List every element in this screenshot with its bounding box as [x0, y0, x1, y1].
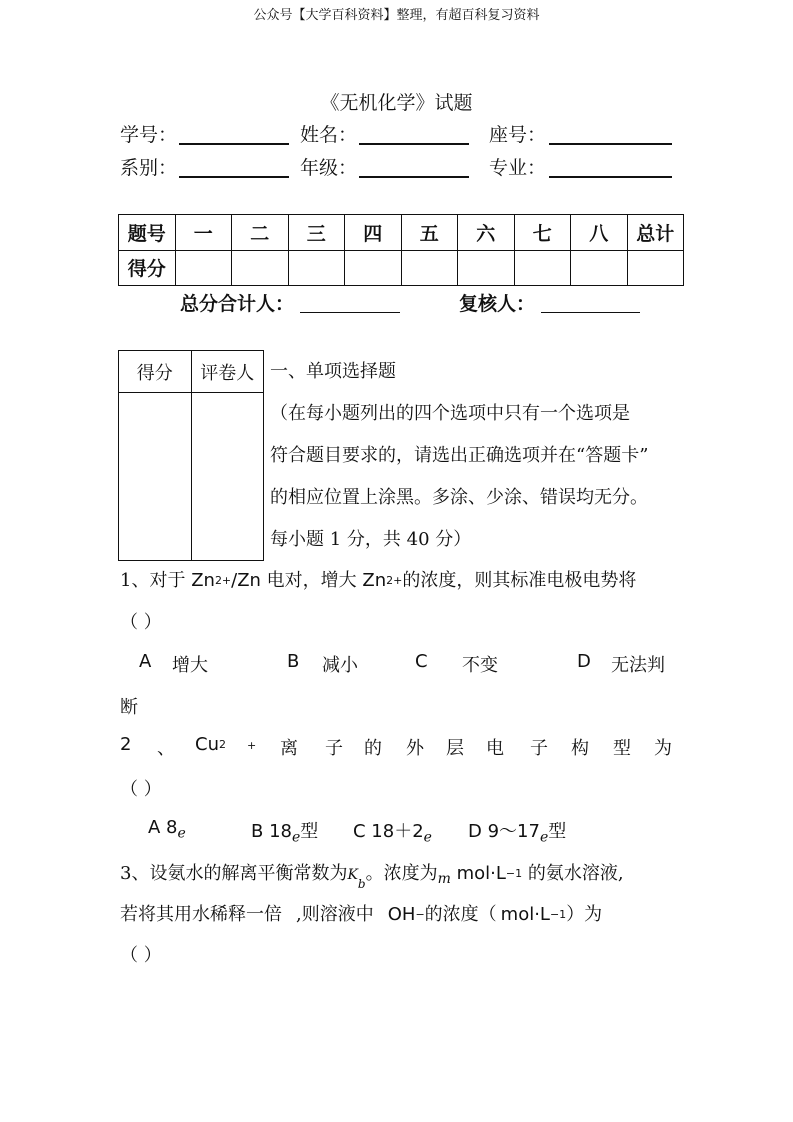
- q2-number: 2: [120, 734, 132, 755]
- q3-m: m: [437, 871, 451, 887]
- q2-char: 离: [280, 738, 298, 759]
- instruction-line: 的相应位置上涂黑。多涂、少涂、错误均无分。: [270, 487, 648, 508]
- score-cell[interactable]: [571, 250, 628, 286]
- q1-ion1-charge: 2+: [214, 574, 232, 587]
- q2-e-b: e: [291, 829, 301, 846]
- grader-score-cell[interactable]: [119, 393, 192, 561]
- q2-char: 的: [364, 738, 382, 759]
- grade-line[interactable]: [359, 176, 469, 178]
- q3-unit2-sup: −1: [549, 908, 567, 921]
- option-c-letter: C: [415, 651, 428, 672]
- grade-label: 年级：: [300, 157, 358, 179]
- option-a-letter: A: [139, 651, 152, 672]
- q2-ion-base: Cu: [195, 734, 219, 755]
- q3-conc: 。浓度为: [365, 863, 438, 884]
- question-3-blank[interactable]: （ ）: [120, 945, 162, 966]
- q3-conc2: 的浓度（: [424, 904, 497, 925]
- q2-ion-plus: +: [247, 739, 257, 752]
- q2-option-a[interactable]: [148, 817, 186, 842]
- instruction-line: （在每小题列出的四个选项中只有一个选项是: [270, 403, 630, 424]
- q1-ion2: Zn: [362, 570, 387, 591]
- score-table-score-row: [119, 250, 684, 286]
- q2-ion-sup: 2: [218, 738, 226, 751]
- score-cell[interactable]: [345, 250, 402, 286]
- major-label: 专业：: [489, 157, 547, 179]
- q2-char: 电: [486, 738, 504, 759]
- score-cell[interactable]: [514, 250, 571, 286]
- score-header-cell: 题号: [119, 215, 176, 251]
- reviewer-line[interactable]: [541, 312, 640, 313]
- department-line[interactable]: [179, 176, 289, 178]
- q2-e-c: e: [423, 829, 432, 846]
- score-header-cell: 八: [571, 215, 628, 251]
- department-label: 系别：: [120, 157, 178, 179]
- q2-e-a: e: [177, 825, 186, 842]
- score-cell[interactable]: [627, 250, 684, 286]
- section-heading: 一、单项选择题: [270, 361, 396, 382]
- score-cell[interactable]: [232, 250, 289, 286]
- q2-ion: [195, 734, 226, 755]
- option-b-letter: B: [287, 651, 300, 672]
- q2-e-d: e: [539, 829, 549, 846]
- score-cell[interactable]: [175, 250, 232, 286]
- grader-name-label: 评卷人: [191, 351, 264, 393]
- q2-separator: 、: [157, 738, 175, 759]
- score-cell[interactable]: [288, 250, 345, 286]
- student-id-line[interactable]: [179, 143, 289, 145]
- seat-line[interactable]: [549, 143, 672, 145]
- q2-option-a-text: A 8: [148, 817, 178, 838]
- q3-dilute: 若将其用水稀释一倍: [120, 904, 282, 925]
- q3-tail2: ）为: [566, 904, 603, 925]
- score-header-cell: 五: [401, 215, 458, 251]
- major-line[interactable]: [549, 176, 672, 178]
- name-line[interactable]: [359, 143, 469, 145]
- q1-tail: 的浓度，则其标准电极电势将: [402, 570, 637, 591]
- q3-unit2: mol·L: [500, 904, 550, 925]
- q3-oh-sup: −: [415, 908, 425, 921]
- question-2-blank[interactable]: （ ）: [120, 779, 162, 800]
- q3-tail1: 的氨水溶液,: [522, 863, 624, 884]
- q3-solution: ,则溶液中: [296, 904, 374, 925]
- q1-ion1: Zn: [191, 570, 215, 591]
- exam-title: 《无机化学》试题: [320, 92, 473, 114]
- q2-option-d[interactable]: [468, 817, 566, 846]
- name-label: 姓名：: [300, 124, 358, 146]
- score-header-cell: 四: [345, 215, 402, 251]
- score-row-label: 得分: [119, 250, 176, 286]
- score-header-cell: 总计: [627, 215, 684, 251]
- score-header-cell: 二: [232, 215, 289, 251]
- q2-option-c[interactable]: [353, 817, 432, 846]
- option-d-wrap: 断: [120, 697, 138, 718]
- question-1-blank[interactable]: （ ）: [120, 612, 162, 633]
- q3-unit1: mol·L: [450, 863, 506, 884]
- question-3-line-2: [120, 900, 602, 926]
- score-header-cell: 七: [514, 215, 571, 251]
- header-note: 公众号【大学百科资料】整理，有超百科复习资料: [253, 8, 540, 23]
- q1-ion2-charge: 2+: [386, 574, 403, 587]
- q2-char: 构: [571, 738, 589, 759]
- q2-option-b[interactable]: [251, 817, 318, 846]
- question-1-stem: [120, 566, 636, 592]
- q2-char: 层: [446, 738, 464, 759]
- score-header-cell: 三: [288, 215, 345, 251]
- total-scorer-label: 总分合计人：: [180, 293, 295, 315]
- grader-name-cell[interactable]: [191, 393, 264, 561]
- option-b-text[interactable]: 减小: [322, 655, 358, 676]
- grader-score-label: 得分: [119, 351, 192, 393]
- q2-char: 子: [325, 738, 343, 759]
- score-cell[interactable]: [458, 250, 515, 286]
- q3-k-sub: b: [357, 877, 366, 891]
- q2-char: 外: [406, 738, 424, 759]
- q2-char: 子: [530, 738, 548, 759]
- q3-oh: OH: [387, 904, 416, 925]
- question-3-line-1: [120, 859, 624, 891]
- grader-box: [118, 350, 264, 561]
- seat-label: 座号：: [489, 124, 547, 146]
- score-header-cell: 六: [458, 215, 515, 251]
- q3-k: K: [347, 867, 358, 883]
- score-header-cell: 一: [175, 215, 232, 251]
- q3-lead: 3、设氨水的解离平衡常数为: [120, 863, 348, 884]
- q2-char: 为: [654, 738, 672, 759]
- reviewer-label: 复核人：: [459, 293, 536, 315]
- q2-option-d-text: D 9～17: [468, 821, 540, 842]
- score-cell[interactable]: [401, 250, 458, 286]
- q1-prefix: 1、对于: [120, 570, 192, 591]
- option-a-text[interactable]: 增大: [172, 655, 208, 676]
- option-d-text[interactable]: 无法判: [611, 655, 665, 676]
- q2-xing-d: 型: [548, 821, 567, 842]
- total-scorer-line[interactable]: [300, 312, 400, 313]
- q2-char: 型: [613, 738, 631, 759]
- instruction-line: 每小题 1 分，共 40 分）: [270, 529, 472, 550]
- instruction-line: 符合题目要求的，请选出正确选项并在“答题卡”: [270, 445, 649, 466]
- q2-xing-b: 型: [300, 821, 319, 842]
- option-c-text[interactable]: 不变: [462, 655, 498, 676]
- q2-option-c-text: C 18＋2: [353, 821, 424, 842]
- score-table-header-row: [119, 215, 684, 251]
- q3-unit1-sup: −1: [505, 867, 523, 880]
- q1-pair: /Zn 电对，增大: [231, 570, 363, 591]
- student-id-label: 学号：: [120, 124, 178, 146]
- option-d-letter: D: [577, 651, 591, 672]
- q2-option-b-text: B 18: [251, 821, 292, 842]
- score-table: [118, 214, 684, 286]
